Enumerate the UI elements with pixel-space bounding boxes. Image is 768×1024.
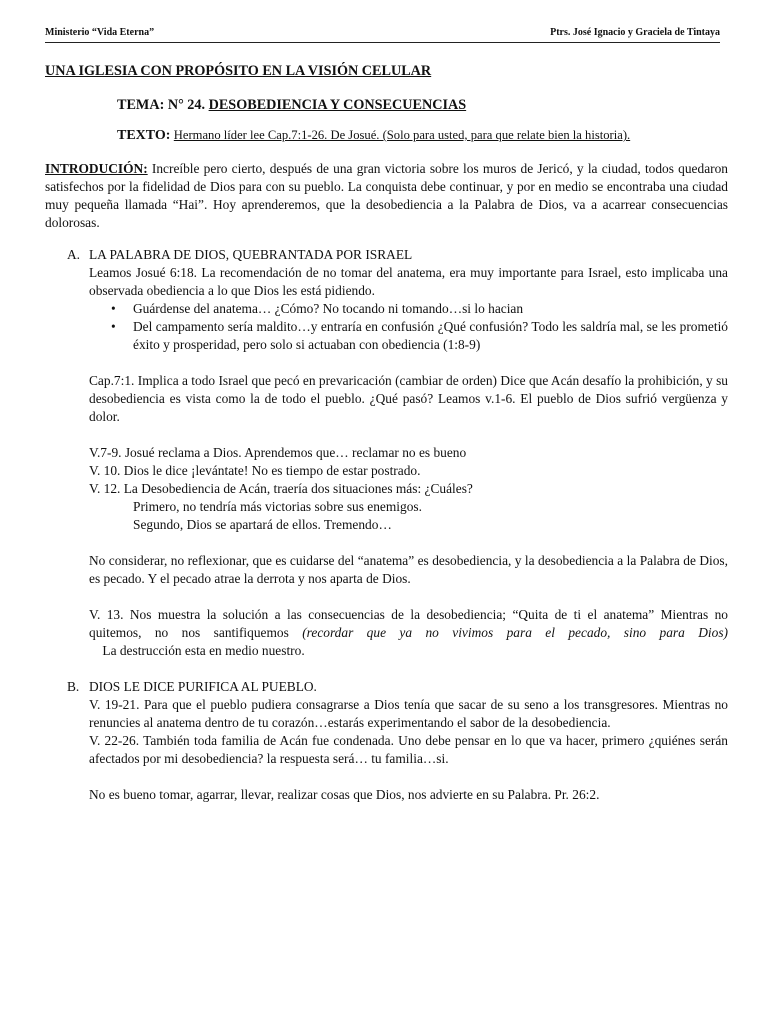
bullet-icon: • xyxy=(111,319,116,334)
verse-12: V. 12. La Desobediencia de Acán, traería dos situaciones más: ¿Cuáles? xyxy=(89,481,473,496)
section-a xyxy=(45,246,728,660)
texto-line xyxy=(117,126,728,145)
section-a-title: LA PALABRA DE DIOS, QUEBRANTADA POR ISRAEL xyxy=(89,247,413,262)
section-b-paragraph-2: V. 22-26. También toda familia de Acán fue condenada. Uno debe pensar en lo que va hacer, primero ¿quiénes serán afectados por mi desobediencia? la respuesta será… tu familia…si. xyxy=(89,733,728,766)
section-a-bullets xyxy=(89,300,728,354)
intro-label: INTRODUCIÓN: xyxy=(45,161,148,176)
intro-text: Increíble pero cierto, después de una gran victoria sobre los muros de Jericó, y la ciudad, todos quedaron satisfechos por la fidelidad de Dios para con su pueblo. La conquista debe continuar, y por en medio se encontraba una ciudad muy pequeña llamada “Hai”. Hoy aprenderemos, que la desobediencia a la Palabra de Dios, va a acarrear consecuencias dolorosas. xyxy=(45,161,728,230)
tema-label: TEMA: N° 24. xyxy=(117,97,209,113)
section-a-letter: A. xyxy=(67,247,81,262)
verse-10: V. 10. Dios le dice ¡levántate! No es tiempo de estar postrado. xyxy=(89,463,421,478)
verse-12-first: Primero, no tendría más victorias sobre sus enemigos. xyxy=(133,499,422,514)
tema-value: DESOBEDIENCIA Y CONSECUENCIAS xyxy=(208,97,467,113)
page-header xyxy=(45,27,720,43)
header-ministry: Ministerio “Vida Eterna” xyxy=(45,27,155,38)
section-b-paragraph-3: No es bueno tomar, agarrar, llevar, realizar cosas que Dios, nos advierte en su Palabra. Pr. 26:2. xyxy=(89,787,600,802)
verse-12-second: Segundo, Dios se apartará de ellos. Tremendo… xyxy=(133,517,392,532)
section-a-paragraph-3: No considerar, no reflexionar, que es cuidarse del “anatema” es desobediencia, y la desobediencia a la Palabra de Dios, es pecado. Y el pecado atrae la derrota y nos aparta de Dios. xyxy=(89,553,728,586)
section-a-paragraph-1: Leamos Josué 6:18. La recomendación de no tomar del anatema, era muy importante para Israel, esto implicaba una observada obediencia a lo que Dios les está pidiendo. xyxy=(89,265,728,298)
list-item: • Guárdense del anatema… ¿Cómo? No tocando ni tomando…si lo hacian xyxy=(111,301,524,316)
verse-7-9: V.7-9. Josué reclama a Dios. Aprendemos que… reclamar no es bueno xyxy=(89,445,467,460)
section-b-letter: B. xyxy=(67,679,80,694)
list-item: • Del campamento sería maldito…y entraría en confusión ¿Qué confusión? Todo les saldría mal, se les prometió éxito y prosperidad, pero solo si actuaban con obediencia (1:8-9) xyxy=(111,319,728,352)
tema-line xyxy=(117,96,728,114)
section-b-paragraph-1: V. 19-21. Para que el pueblo pudiera consagrarse a Dios tenía que sacar de su seno a los transgresores. Mientras no renuncies al anatema dentro de tu corazón…estarás experimentando el sabor de la desobediencia. xyxy=(89,697,728,730)
section-b xyxy=(45,678,728,804)
section-a-paragraph-4: V. 13. Nos muestra la solución a las consecuencias de la desobediencia; “Quita de ti el anatema” Mientras no quitemos, no nos santifiquemos (recordar que ya no vivimos para el pecado, sino para Dios) La destrucción esta en medio nuestro. xyxy=(89,607,728,658)
document-body xyxy=(45,62,728,804)
header-pastors: Ptrs. José Ignacio y Graciela de Tintaya xyxy=(550,27,720,38)
texto-value: Hermano líder lee Cap.7:1-26. De Josué. (Solo para usted, para que relate bien la historia). xyxy=(173,128,631,142)
texto-label: TEXTO: xyxy=(117,128,171,143)
italic-note: (recordar que ya no vivimos para el pecado, sino para Dios) xyxy=(302,625,728,640)
introduction xyxy=(45,160,728,232)
section-a-paragraph-2: Cap.7:1. Implica a todo Israel que pecó en prevaricación (cambiar de orden) Dice que Acán desafío la prohibición, y su desobediencia es vista como la de todo el pueblo. ¿Qué pasó? Leamos v.1-6. El pueblo de Dios sufrió vergüenza y dolor. xyxy=(89,373,728,424)
document-title: UNA IGLESIA CON PROPÓSITO EN LA VISIÓN CELULAR xyxy=(45,63,432,79)
section-b-heading xyxy=(45,678,728,696)
section-a-heading xyxy=(45,246,728,264)
section-b-title: DIOS LE DICE PURIFICA AL PUEBLO. xyxy=(89,679,317,694)
bullet-icon: • xyxy=(111,301,116,316)
